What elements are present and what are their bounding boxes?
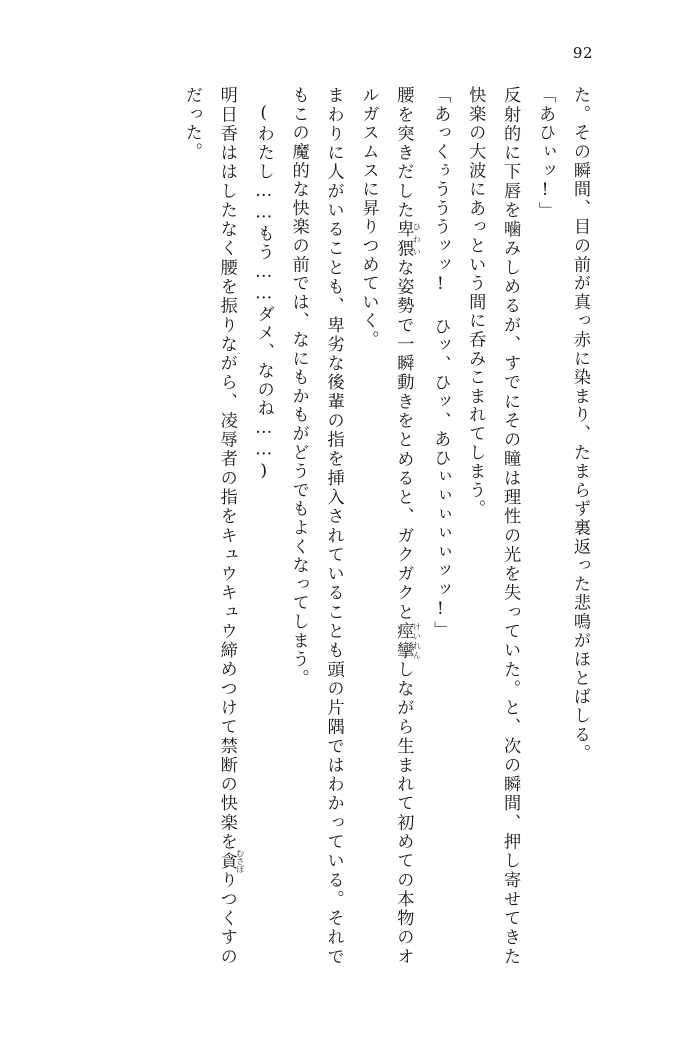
- ruby-base: 卑猥: [393, 219, 414, 259]
- paragraph-2-dialogue: 「あひぃッ!」: [535, 86, 556, 221]
- ruby-keiren: [393, 621, 423, 661]
- ruby-hiwai: [393, 219, 423, 259]
- paragraph-6: まわりに人がいることも、卑劣な後輩の指を挿入されていることも頭の片隅ではわかっている。それでもこの魔的な快楽の前では、なにもかもがどうでもよくなってしまう。: [288, 86, 344, 966]
- paragraph-5: [351, 86, 423, 966]
- text-run: 明日香ははしたなく腰を振りながら、凌辱者の指をキュウキュウ締めつけて禁断の快楽を: [216, 86, 237, 852]
- paragraph-1: た。その瞬間、目の前が真っ赤に染まり、たまらず裏返った悲鳴がほとばしる。: [570, 86, 590, 763]
- ruby-reading: むさぼ: [235, 848, 246, 874]
- ruby-reading: けいれん: [412, 621, 423, 660]
- text-run: な姿勢で一瞬動きをとめると、ガクガクと: [393, 258, 414, 622]
- paragraph-4-dialogue: 「あっくぅうううッッ! ひッ、ひッ、あひぃぃぃぃぃッッ!」: [430, 86, 451, 640]
- page-number: 92: [572, 44, 593, 62]
- paragraph-3: 反射的に下唇を噛みしめるが、すでにその瞳は理性の光を失っていた。と、次の瞬間、押し寄せてきた快楽の大波にあっという間に呑みこまれてしまう。: [465, 86, 521, 966]
- ruby-base: 痙攣: [393, 621, 414, 661]
- ruby-musabo: [216, 848, 246, 874]
- ruby-base: 貪: [216, 848, 237, 874]
- text-run: 腰を突きだした: [393, 86, 414, 220]
- text-run: しながら生まれて初めての本物のオルガスムスに昇りつめていく。: [358, 86, 414, 966]
- ruby-reading: ひわい: [412, 219, 423, 258]
- paragraph-7-inner-monologue: (わたし……もう……ダメ、なのね……): [253, 103, 274, 483]
- text-run: りつくすのだった。: [181, 86, 237, 966]
- paragraph-8: [174, 86, 246, 966]
- page-body-text: [77, 86, 597, 966]
